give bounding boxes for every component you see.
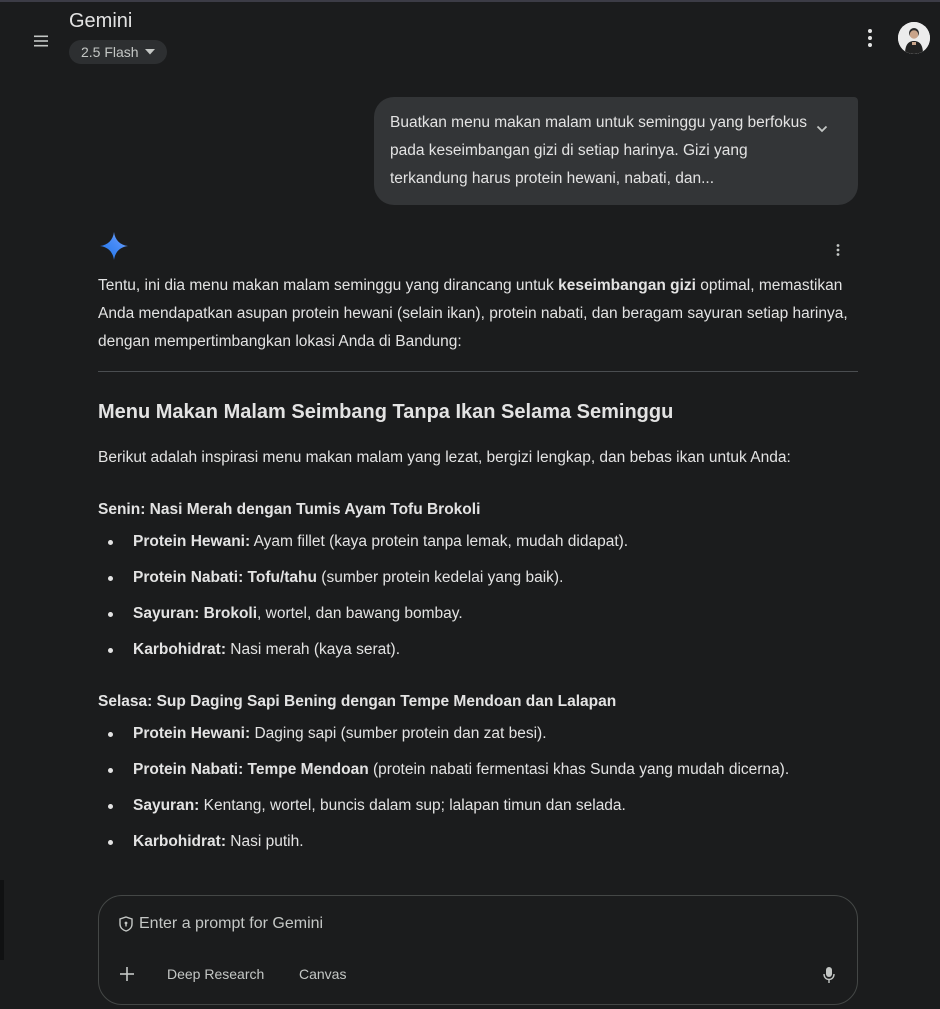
response-options-button[interactable]: [830, 240, 846, 260]
intro-bold-text: keseimbangan gizi: [558, 277, 696, 294]
list-item: [98, 600, 858, 628]
plus-icon: [119, 966, 135, 982]
microphone-icon: [823, 966, 835, 984]
left-edge-shadow: [0, 880, 4, 960]
response-divider: [98, 371, 858, 372]
list-item: [98, 828, 858, 856]
list-item-label: Protein Hewani:: [133, 725, 251, 742]
shield-icon: [119, 916, 133, 932]
list-item-text: Kentang, wortel, buncis dalam sup; lalapan timun dan selada.: [199, 797, 626, 814]
day-title-monday: Senin: Nasi Merah dengan Tumis Ayam Tofu Brokoli: [98, 501, 481, 518]
user-avatar[interactable]: [898, 22, 930, 54]
prompt-input-row: [119, 913, 819, 935]
tuesday-list: [98, 720, 858, 856]
list-item-text: Nasi putih.: [226, 833, 304, 850]
expand-message-button[interactable]: [810, 117, 834, 141]
user-message-text: Buatkan menu makan malam untuk seminggu yang berfokus pada keseimbangan gizi di setiap harinya. Gizi yang terkandung harus protein hewani, nabati, dan...: [390, 114, 808, 187]
list-item-label: Protein Nabati: Tempe Mendoan: [133, 761, 369, 778]
list-item-label: Karbohidrat:: [133, 833, 226, 850]
list-item: [98, 720, 858, 748]
kebab-icon: [836, 244, 840, 256]
list-item: [98, 792, 858, 820]
more-options-button[interactable]: [858, 24, 882, 52]
intro-text-end: optimal, memastikan Anda mendapatkan asupan protein hewani (selain ikan), protein nabati, dan beragam sayuran setiap harinya, dengan mempertimbangkan lokasi Anda di Bandung:: [98, 277, 848, 350]
list-item-text: (sumber protein kedelai yang baik).: [316, 569, 564, 586]
window-top-border: [0, 0, 940, 2]
user-message-bubble: [374, 97, 858, 205]
monday-list: [98, 528, 858, 664]
list-item: [98, 756, 858, 784]
list-item-text: Daging sapi (sumber protein dan zat besi).: [250, 725, 547, 742]
list-item-label: Sayuran: Brokoli: [133, 605, 258, 622]
prompt-box: [98, 895, 858, 1005]
deep-research-button[interactable]: Deep Research: [167, 966, 265, 982]
list-item: [98, 636, 858, 664]
model-label: 2.5 Flash: [81, 44, 139, 60]
list-item-label: Protein Nabati: Tofu/tahu: [133, 569, 317, 586]
list-item-label: Karbohidrat:: [133, 641, 226, 658]
intro-text: Tentu, ini dia menu makan malam seminggu yang dirancang untuk: [98, 277, 559, 294]
avatar-person-icon: [898, 22, 930, 54]
model-selector[interactable]: [69, 40, 167, 64]
list-item-label: Sayuran:: [133, 797, 200, 814]
list-item-text: Nasi merah (kaya serat).: [226, 641, 400, 658]
canvas-button[interactable]: Canvas: [299, 966, 347, 982]
app-title: Gemini: [69, 10, 133, 32]
prompt-input[interactable]: [139, 915, 799, 933]
list-item-label: Protein Hewani:: [133, 533, 251, 550]
main-menu-button[interactable]: [28, 28, 54, 54]
add-attachment-button[interactable]: [115, 962, 139, 986]
hamburger-icon: [33, 35, 49, 47]
list-item: [98, 564, 858, 592]
model-response: [98, 272, 858, 864]
chevron-down-icon: [816, 125, 828, 133]
caret-down-icon: [145, 49, 155, 55]
day-title-tuesday: Selasa: Sup Daging Sapi Bening dengan Tempe Mendoan dan Lalapan: [98, 693, 617, 710]
list-item-text: (protein nabati fermentasi khas Sunda yang mudah dicerna).: [368, 761, 790, 778]
response-paragraph: Berikut adalah inspirasi menu makan malam yang lezat, bergizi lengkap, dan bebas ikan untuk Anda:: [98, 449, 791, 466]
response-heading: Menu Makan Malam Seimbang Tanpa Ikan Selama Seminggu: [98, 401, 674, 423]
list-item-text: Ayam fillet (kaya protein tanpa lemak, mudah didapat).: [250, 533, 629, 550]
list-item: [98, 528, 858, 556]
response-intro: [98, 272, 858, 356]
kebab-icon: [868, 29, 872, 47]
microphone-button[interactable]: [819, 964, 839, 986]
list-item-text: , wortel, dan bawang bombay.: [257, 605, 463, 622]
gemini-sparkle-icon: [98, 230, 130, 262]
